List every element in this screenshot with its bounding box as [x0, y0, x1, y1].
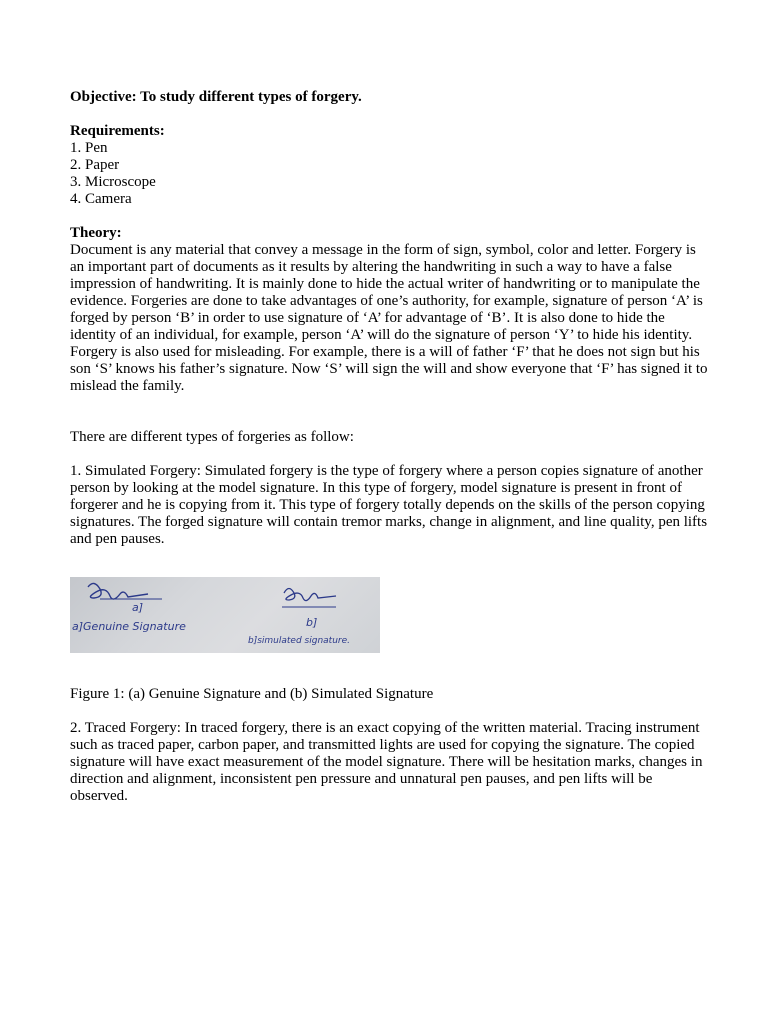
simulated-signature-label: b]simulated signature.	[248, 636, 350, 646]
types-intro: There are different types of forgeries as follow:	[70, 429, 354, 445]
traced-forgery-paragraph: 2. Traced Forgery: In traced forgery, there is an exact copying of the written material. Tracing instrument such as traced paper, carbon paper, and transmitted lights are used for copying the signature. The copied signature will have exact measurement of the model signature. There will be hesitation marks, changes in direction and alignment, inconsistent pen pressure and unnatural pen pauses, and pen lifts will be observed.	[70, 720, 703, 804]
simulated-forgery-paragraph: 1. Simulated Forgery: Simulated forgery is the type of forgery where a person copies signature of another person by looking at the model signature. In this type of forgery, model signature is present in front of forgerer and he is copying from it. This type of forgery totally depends on the skills of the person copying signatures. The forged signature will contain tremor marks, change in alignment, and line quality, pen lifts and pen pauses.	[70, 463, 708, 547]
requirement-item: 1. Pen	[70, 140, 108, 156]
theory-heading: Theory:	[70, 225, 122, 241]
requirement-item: 2. Paper	[70, 157, 120, 173]
signature-photo-drawing	[70, 577, 380, 653]
label-a: a]	[132, 601, 144, 614]
objective-heading: Objective: To study different types of forgery.	[70, 89, 362, 105]
genuine-signature-label: a]Genuine Signature	[72, 620, 186, 633]
theory-paragraph: Document is any material that convey a message in the form of sign, symbol, color and letter. Forgery is an important part of documents as it results by altering the handwriting in such a way to have a false impression of handwriting. It is mainly done to hide the actual writer of handwriting or to manipulate the evidence. Forgeries are done to take advantages of one’s authority, for example, signature of person ‘A’ is forged by person ‘B’ in order to use signature of ‘A’ for advantage of ‘B’. It is also done to hide the identity of an individual, for example, person ‘A’ will do the signature of person ‘Y’ to hide his identity.	[70, 242, 703, 343]
signature-photo	[70, 577, 380, 653]
label-b: b]	[306, 616, 318, 629]
requirements-heading: Requirements:	[70, 123, 165, 139]
requirements-list	[70, 140, 710, 208]
genuine-signature-mark	[88, 583, 148, 599]
theory-paragraph: Forgery is also used for misleading. For example, there is a will of father ‘F’ that he does not sign but his son ‘S’ knows his father’s signature. Now ‘S’ will sign the will and show everyone that ‘F’ has signed it to mislead the family.	[70, 344, 708, 394]
requirement-item: 3. Microscope	[70, 174, 156, 190]
document-page	[70, 89, 710, 805]
requirement-item: 4. Camera	[70, 191, 132, 207]
simulated-signature-mark	[284, 589, 336, 601]
figure-caption: Figure 1: (a) Genuine Signature and (b) Simulated Signature	[70, 686, 434, 702]
